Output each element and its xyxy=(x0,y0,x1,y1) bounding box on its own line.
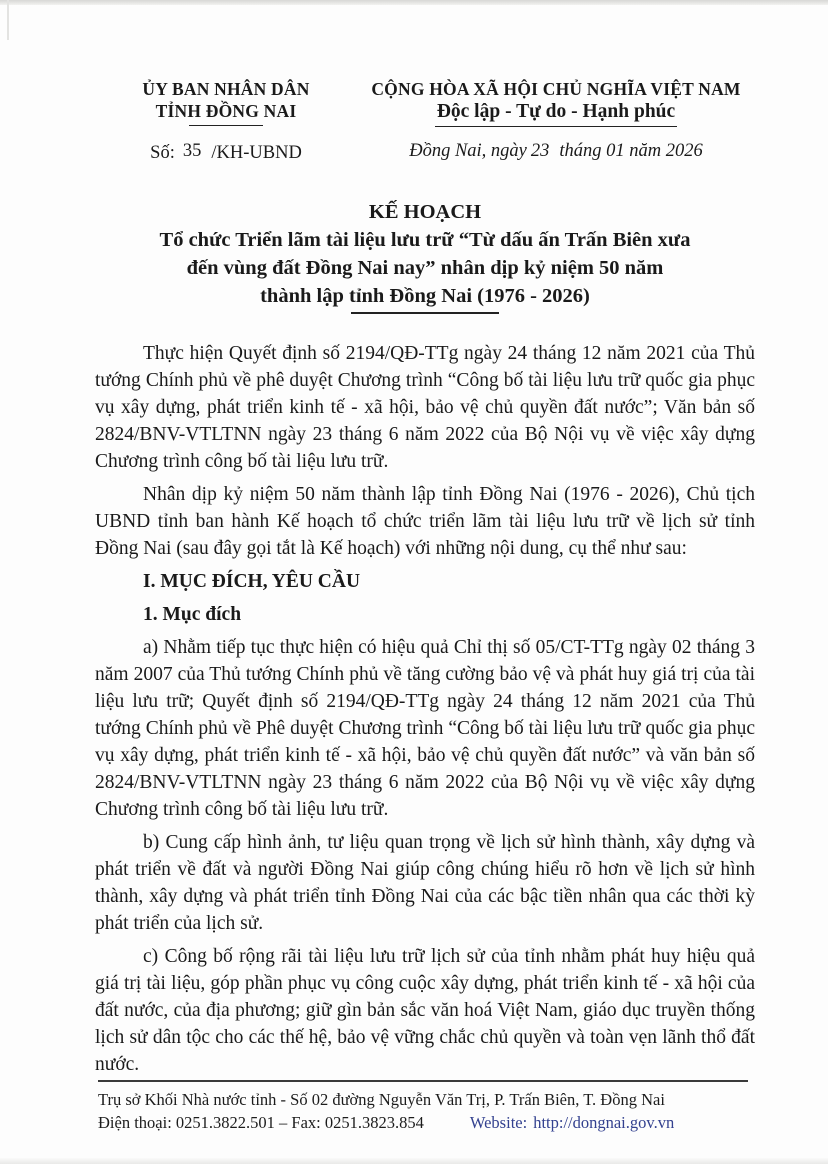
dateline-rest: tháng 01 năm 2026 xyxy=(559,141,703,161)
paragraph-item-b: b) Cung cấp hình ảnh, tư liệu quan trọng về lịch sử hình thành, xây dựng và phát triển về đất và người Đồng Nai giúp công chúng hiểu rõ hơn về lịch sử hình thành, xây dựng và phát triển tỉnh Đồng Nai của các bậc tiền nhân qua các thời kỳ phát triển của lịch sử. xyxy=(95,832,755,934)
scan-edge-top xyxy=(0,0,828,5)
dateline-prefix: Đồng Nai, ngày xyxy=(409,141,527,161)
authority-underline xyxy=(189,125,263,126)
document-type-title: KẾ HOẠCH xyxy=(368,201,482,223)
document-footer xyxy=(98,1080,748,1134)
dateline-day: 23 xyxy=(530,141,550,161)
footer-address: Trụ sở Khối Nhà nước tỉnh - Số 02 đường Nguyễn Văn Trị, P. Trấn Biên, T. Đồng Nai xyxy=(98,1090,665,1109)
paragraph-item-c: c) Công bố rộng rãi tài liệu lưu trữ lịch sử của tỉnh nhằm phát huy hiệu quả giá trị tài liệu, góp phần phục vụ công cuộc xây dựng, phát triển kinh tế - xã hội của đất nước, của địa phương; giữ gìn bản sắc văn hoá Việt Nam, giáo dục truyền thống lịch sử dân tộc cho các thế hệ, bảo vệ vững chắc chủ quyền và toàn vẹn lãnh thổ đất nước. xyxy=(95,946,755,1075)
document-number-value: 35 xyxy=(182,141,202,161)
section-heading-I: I. MỤC ĐÍCH, YÊU CẦU xyxy=(143,571,361,592)
document-title-block xyxy=(95,198,755,314)
document-number xyxy=(95,143,357,164)
place-date-line xyxy=(357,141,755,162)
footer-contacts xyxy=(98,1111,748,1134)
national-motto-line2: Độc lập - Tự do - Hạnh phúc xyxy=(435,100,677,127)
national-header-block xyxy=(357,78,755,162)
footer-divider xyxy=(98,1080,748,1082)
footer-website-label: Website: xyxy=(469,1113,528,1132)
paragraph-legal-basis: Thực hiện Quyết định số 2194/QĐ-TTg ngày 24 tháng 12 năm 2021 của Thủ tướng Chính phủ về phê duyệt Chương trình “Công bố tài liệu lưu trữ quốc gia phục vụ xây dựng, phát triển kinh tế - xã hội, bảo vệ chủ quyền đất nước”; Văn bản số 2824/BNV-VTLTNN ngày 23 tháng 6 năm 2022 của Bộ Nội vụ về việc xây dựng Chương trình công bố tài liệu lưu trữ. xyxy=(95,343,755,472)
paragraph-item-a: a) Nhằm tiếp tục thực hiện có hiệu quả Chỉ thị số 05/CT-TTg ngày 02 tháng 3 năm 2007 của Thủ tướng Chính phủ về tăng cường bảo vệ và phát huy giá trị của tài liệu lưu trữ; Quyết định số 2194/QĐ-TTg ngày 24 tháng 12 năm 2021 của Thủ tướng Chính phủ về Phê duyệt Chương trình “Công bố tài liệu lưu trữ quốc gia phục vụ xây dựng, phát triển kinh tế - xã hội, bảo vệ chủ quyền đất nước” và văn bản số 2824/BNV-VTLTNN ngày 23 tháng 6 năm 2022 của Bộ Nội vụ về việc xây dựng Chương trình công bố tài liệu lưu trữ. xyxy=(95,637,755,820)
document-title-line2: đến vùng đất Đồng Nai nay” nhân dịp kỷ niệm 50 năm xyxy=(186,257,664,279)
title-underline xyxy=(351,312,499,314)
issuing-authority-line2: TỈNH ĐỒNG NAI xyxy=(155,101,297,121)
scan-edge-left xyxy=(7,0,9,40)
document-title-line1: Tổ chức Triển lãm tài liệu lưu trữ “Từ dấu ấn Trấn Biên xưa xyxy=(159,229,691,251)
document-title-line3: thành lập tỉnh Đồng Nai (1976 - 2026) xyxy=(260,285,590,307)
document-content xyxy=(95,78,755,1078)
document-number-suffix: /KH-UBND xyxy=(211,143,302,163)
subsection-heading-1: 1. Mục đích xyxy=(143,604,242,625)
footer-phone-fax: Điện thoại: 0251.3822.501 – Fax: 0251.3823.854 xyxy=(98,1113,424,1132)
issuing-authority-line1: ỦY BAN NHÂN DÂN xyxy=(142,79,310,99)
footer-website-url: http://dongnai.gov.vn xyxy=(533,1113,675,1132)
scan-edge-bottom xyxy=(0,1158,828,1164)
paragraph-occasion: Nhân dịp kỷ niệm 50 năm thành lập tỉnh Đồng Nai (1976 - 2026), Chủ tịch UBND tỉnh ban hành Kế hoạch tổ chức triển lãm tài liệu lưu trữ về lịch sử tỉnh Đồng Nai (sau đây gọi tắt là Kế hoạch) với những nội dung, cụ thể như sau: xyxy=(95,484,755,559)
issuing-authority-block xyxy=(95,78,357,164)
national-motto-line1: CỘNG HÒA XÃ HỘI CHỦ NGHĨA VIỆT NAM xyxy=(371,79,741,99)
document-number-label: Số: xyxy=(150,143,175,163)
document-header xyxy=(95,78,755,164)
document-body xyxy=(95,340,755,1078)
